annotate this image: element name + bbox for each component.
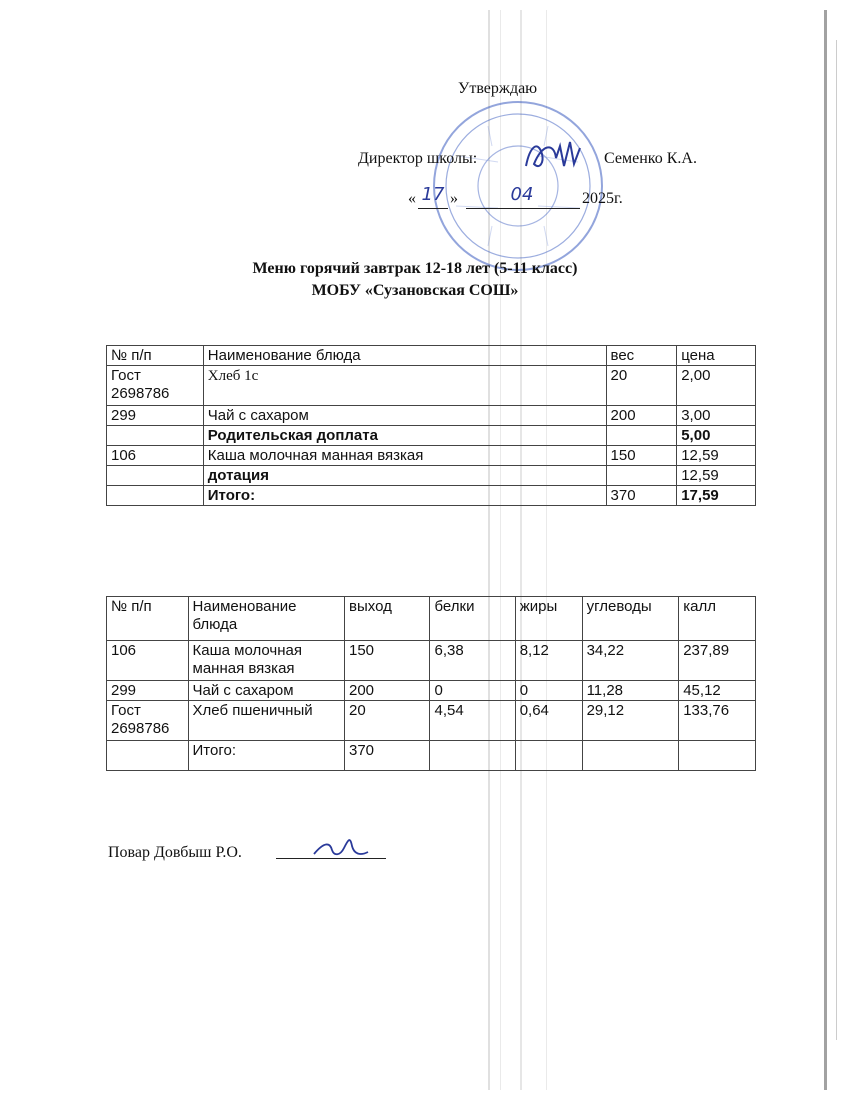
header-cell: № п/п bbox=[107, 597, 189, 641]
table-row bbox=[107, 366, 756, 406]
cell-carbs: 11,28 bbox=[582, 681, 679, 701]
cell-carbs: 29,12 bbox=[582, 701, 679, 741]
cell-num bbox=[107, 466, 204, 486]
scan-artifact-line bbox=[836, 40, 837, 1040]
header-cell: Наименование блюда bbox=[203, 346, 606, 366]
cell-price: 3,00 bbox=[677, 406, 756, 426]
cell-weight: 20 bbox=[606, 366, 677, 406]
cell-name: Каша молочная манная вязкая bbox=[188, 641, 344, 681]
cell-kcal: 133,76 bbox=[679, 701, 756, 741]
cell-name: Каша молочная манная вязкая bbox=[203, 446, 606, 466]
cell-num: 299 bbox=[107, 681, 189, 701]
director-title: Директор школы: bbox=[358, 150, 478, 167]
cell-protein bbox=[430, 741, 515, 771]
cell-weight: 150 bbox=[606, 446, 677, 466]
header-cell: Наименование блюда bbox=[188, 597, 344, 641]
cell-output: 150 bbox=[344, 641, 430, 681]
cell-output: 20 bbox=[344, 701, 430, 741]
cell-num: 299 bbox=[107, 406, 204, 426]
scan-artifact-line bbox=[824, 10, 827, 1090]
table-row bbox=[107, 426, 756, 446]
header-cell: цена bbox=[677, 346, 756, 366]
date-year: 2025г. bbox=[582, 190, 623, 207]
table-row bbox=[107, 486, 756, 506]
cell-num: Гост 2698786 bbox=[107, 701, 189, 741]
cell-name: Чай с сахаром bbox=[203, 406, 606, 426]
cell-output: 370 bbox=[344, 741, 430, 771]
table-row bbox=[107, 641, 756, 681]
cell-carbs: 34,22 bbox=[582, 641, 679, 681]
cell-name: дотация bbox=[203, 466, 606, 486]
cell-name: Чай с сахаром bbox=[188, 681, 344, 701]
cell-weight bbox=[606, 426, 677, 446]
cell-carbs bbox=[582, 741, 679, 771]
cell-num bbox=[107, 741, 189, 771]
cell-price: 2,00 bbox=[677, 366, 756, 406]
header-cell: жиры bbox=[515, 597, 582, 641]
header-cell: № п/п bbox=[107, 346, 204, 366]
header-cell: калл bbox=[679, 597, 756, 641]
cell-weight: 200 bbox=[606, 406, 677, 426]
cell-fat: 0 bbox=[515, 681, 582, 701]
cell-num: Гост 2698786 bbox=[107, 366, 204, 406]
cell-num bbox=[107, 426, 204, 446]
date-month: 04 bbox=[510, 184, 534, 205]
menu-title: Меню горячий завтрак 12-18 лет (5-11 класс) bbox=[252, 260, 578, 277]
cell-protein: 4,54 bbox=[430, 701, 515, 741]
cell-weight bbox=[606, 466, 677, 486]
cell-kcal bbox=[679, 741, 756, 771]
cell-output: 200 bbox=[344, 681, 430, 701]
header-cell: вес bbox=[606, 346, 677, 366]
nutrition-table bbox=[106, 596, 756, 771]
approve-label: Утверждаю bbox=[458, 80, 538, 97]
cell-num bbox=[107, 486, 204, 506]
table-row bbox=[107, 466, 756, 486]
cell-price: 12,59 bbox=[677, 466, 756, 486]
cell-name: Хлеб 1с bbox=[203, 366, 606, 406]
table-row bbox=[107, 406, 756, 426]
director-name: Семенко К.А. bbox=[604, 150, 697, 167]
cell-weight: 370 bbox=[606, 486, 677, 506]
table-row bbox=[107, 701, 756, 741]
menu-price-table bbox=[106, 345, 756, 506]
header-cell: выход bbox=[344, 597, 430, 641]
cell-fat: 8,12 bbox=[515, 641, 582, 681]
cell-num: 106 bbox=[107, 446, 204, 466]
cell-price: 17,59 bbox=[677, 486, 756, 506]
cell-num: 106 bbox=[107, 641, 189, 681]
table-row bbox=[107, 681, 756, 701]
table-row bbox=[107, 741, 756, 771]
cook-signature bbox=[310, 832, 370, 862]
cell-fat: 0,64 bbox=[515, 701, 582, 741]
date-day: 17 bbox=[421, 184, 445, 205]
header-cell: углеводы bbox=[582, 597, 679, 641]
cell-price: 5,00 bbox=[677, 426, 756, 446]
cell-kcal: 237,89 bbox=[679, 641, 756, 681]
cell-kcal: 45,12 bbox=[679, 681, 756, 701]
table-row bbox=[107, 446, 756, 466]
document-page: Утверждаю Директор школы: Семенко К.А. « 17 » 04 2025г. Меню горячий завтрак 12-18 лет (5-11 класс) МОБУ «Сузановская СОШ» № п/п Наименование блюда вес цена Гост 2698786 Хлеб 1с 20 2,00 299 Чай с сахаром 200 3,00 Родительская доплата 5,00 106 Каша молочная манная вязкая 150 12,59 дотация 12,59 Итого: 370 17,59 № п/п Наименование блюда выход белки жиры углеводы калл 106 Каша молочная манная вязкая 150 6,38 8,12 34,22 237,89 299 Чай с сахаром 200 0 0 11,28 45,12 Гост 2698786 Хлеб пшеничный 20 4,54 0,64 29,12 133,76 Итого: 370 Повар Довбыш Р.О. bbox=[0, 0, 850, 1100]
cell-name: Итого: bbox=[203, 486, 606, 506]
school-name: МОБУ «Сузановская СОШ» bbox=[311, 282, 519, 299]
director-signature bbox=[520, 136, 584, 176]
table-header-row bbox=[107, 346, 756, 366]
header-cell: белки bbox=[430, 597, 515, 641]
cell-price: 12,59 bbox=[677, 446, 756, 466]
table-header-row bbox=[107, 597, 756, 641]
cell-name: Родительская доплата bbox=[203, 426, 606, 446]
cook-label: Повар Довбыш Р.О. bbox=[108, 844, 242, 861]
cell-name: Хлеб пшеничный bbox=[188, 701, 344, 741]
cell-fat bbox=[515, 741, 582, 771]
cell-protein: 6,38 bbox=[430, 641, 515, 681]
cell-protein: 0 bbox=[430, 681, 515, 701]
cell-name: Итого: bbox=[188, 741, 344, 771]
